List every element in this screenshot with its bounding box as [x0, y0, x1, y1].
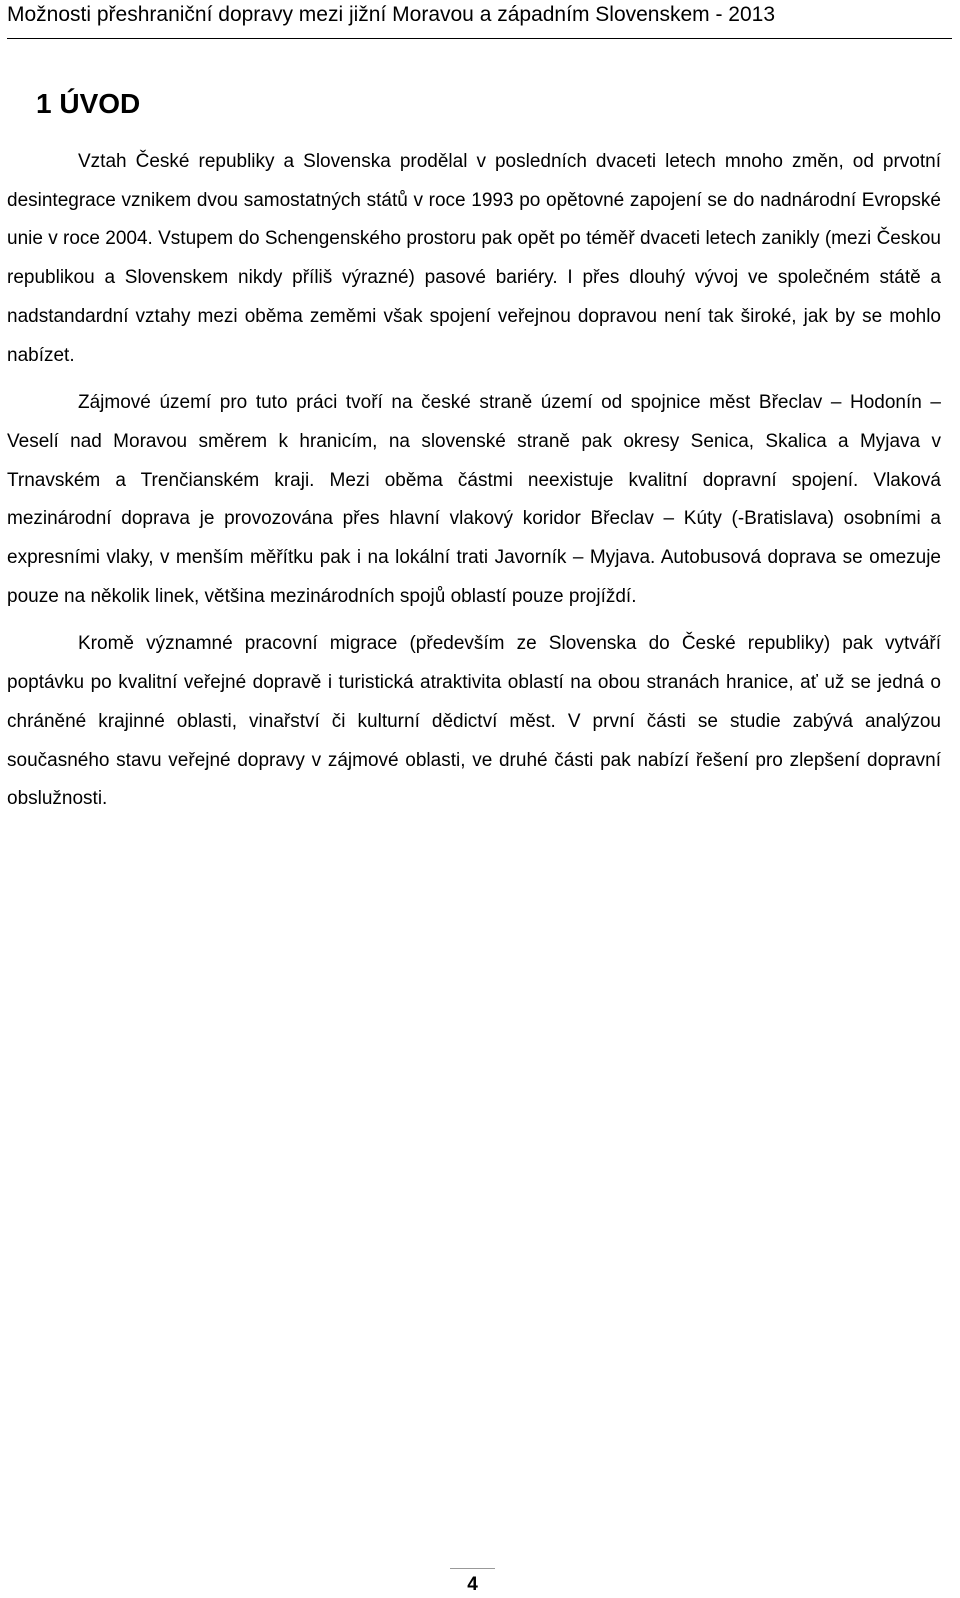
running-header-title: Možnosti přeshraniční dopravy mezi jižní Moravou a západním Slovenskem - 2013	[7, 3, 776, 26]
paragraph-intro: Vztah České republiky a Slovenska prodělal v posledních dvaceti letech mnoho změn, od prvotní desintegrace vznikem dvou samostatných států v roce 1993 po opětovné zapojení se do nadnárodní Evropské unie v roce 2004. Vstupem do Schengenského prostoru pak opět po téměř dvaceti letech zanikly (mezi Českou republikou a Slovenskem nikdy příliš výrazné) pasové bariéry. I přes dlouhý vývoj ve společném státě a nadstandardní vztahy mezi oběma zeměmi však spojení veřejnou dopravou není tak široké, jak by se mohlo nabízet.	[7, 151, 941, 366]
body-text	[7, 143, 941, 819]
paragraph-demand: Kromě významné pracovní migrace (především ze Slovenska do České republiky) pak vytváří poptávku po kvalitní veřejné dopravě i turistická atraktivita oblastí na obou stranách hranice, ať už se jedná o chráněné krajinné oblasti, vinařství či kulturní dědictví měst. V první části se studie zabývá analýzou současného stavu veřejné dopravy v zájmové oblasti, ve druhé části pak nabízí řešení pro zlepšení dopravní obslužnosti.	[7, 633, 941, 810]
page-footer	[450, 1568, 495, 1598]
chapter-heading: 1 ÚVOD	[36, 88, 141, 119]
running-header	[7, 0, 952, 39]
paragraph-study-area: Zájmové území pro tuto práci tvoří na české straně území od spojnice měst Břeclav – Hodonín – Veselí nad Moravou směrem k hranicím, na slovenské straně pak okresy Senica, Skalica a Myjava v Trnavském a Trenčianském kraji. Mezi oběma částmi neexistuje kvalitní dopravní spojení. Vlaková mezinárodní doprava je provozována přes hlavní vlakový koridor Břeclav – Kúty (-Bratislava) osobními a expresními vlaky, v menším měřítku pak i na lokální trati Javorník – Myjava. Autobusová doprava se omezuje pouze na několik linek, většina mezinárodních spojů oblastí pouze projíždí.	[7, 392, 941, 607]
page-number: 4	[467, 1574, 478, 1595]
